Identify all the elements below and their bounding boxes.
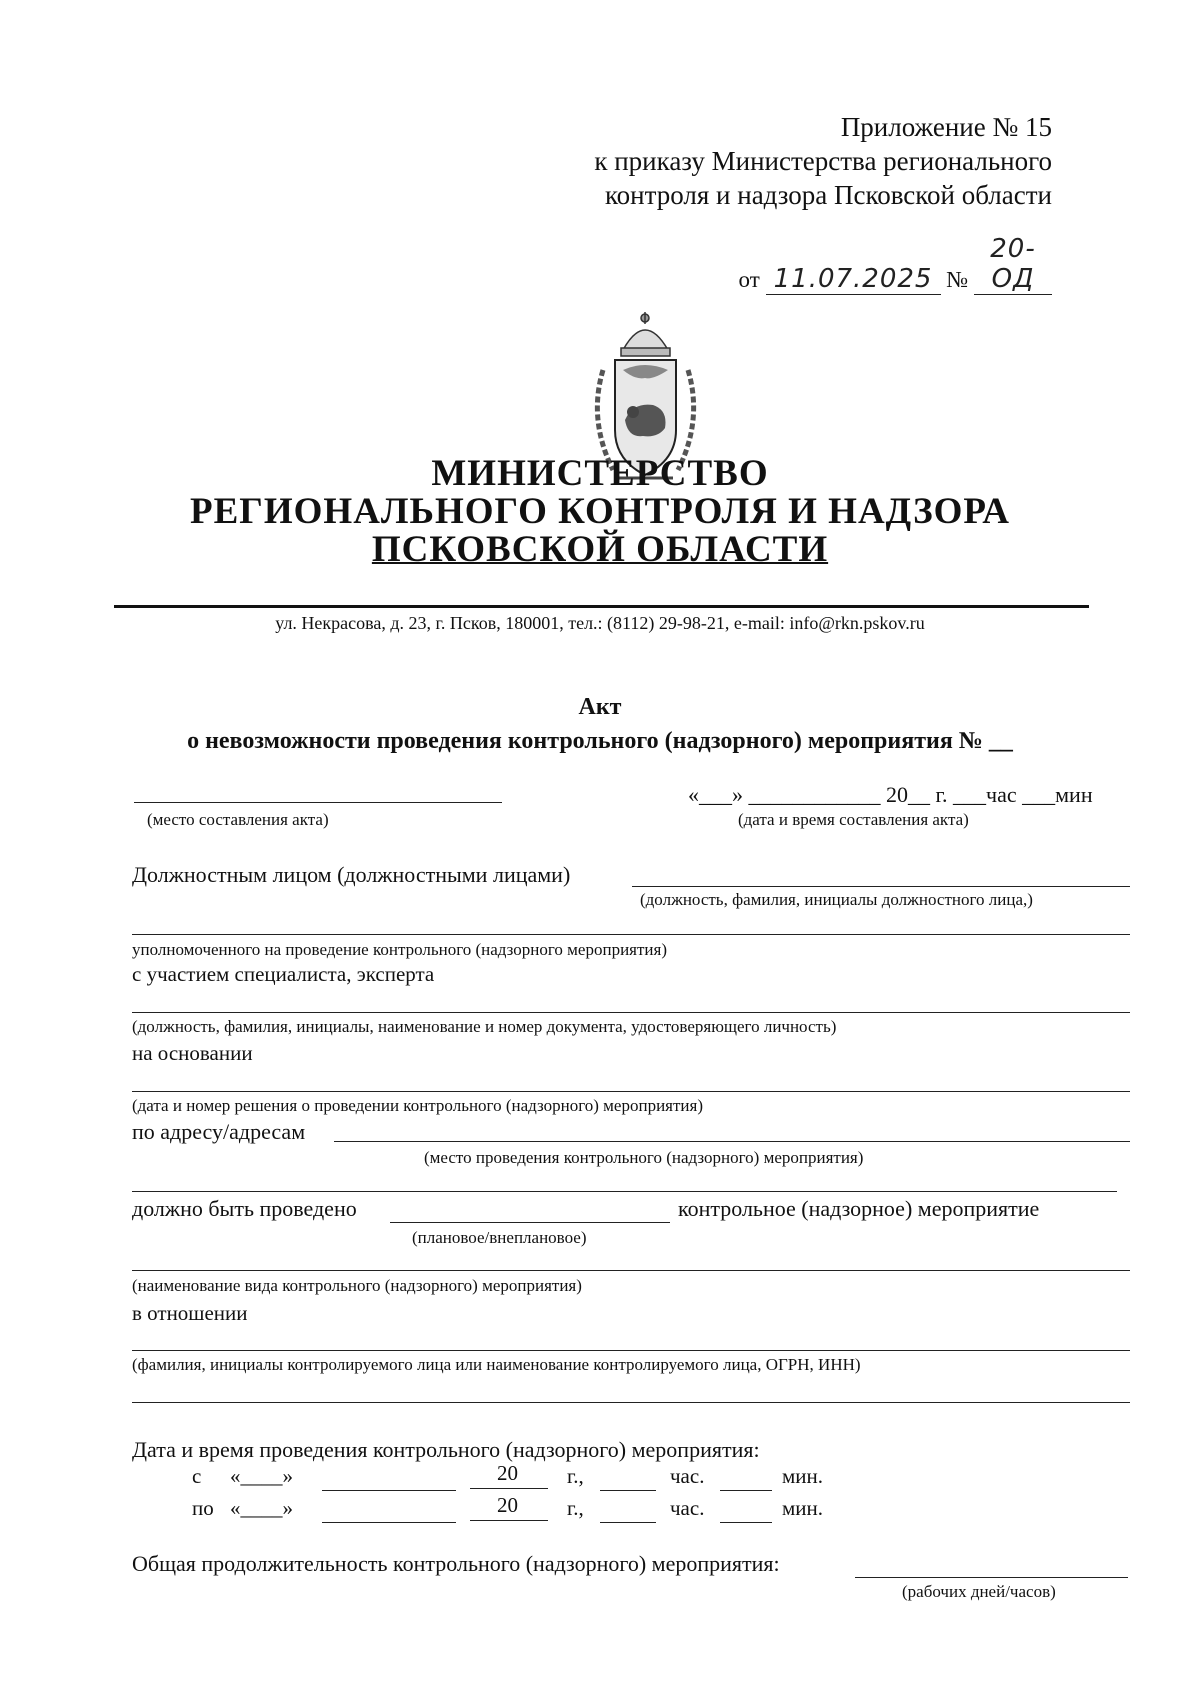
basis-label: на основании <box>132 1041 253 1065</box>
address-field-line-2 <box>132 1191 1117 1192</box>
ministry-name-line-1: МИНИСТЕРСТВО <box>431 453 769 494</box>
to-day: «____» <box>230 1496 293 1520</box>
from-hour: час. <box>670 1464 705 1488</box>
ministry-address: ул. Некрасова, д. 23, г. Псков, 180001, тел.: (8112) 29-98-21, e-mail: info@rkn.pskov.ru <box>275 613 925 633</box>
address-label: по адресу/адресам <box>132 1119 306 1144</box>
kind-caption: (наименование вида контрольного (надзорного) мероприятия) <box>132 1276 582 1295</box>
letterhead-rule <box>114 605 1089 608</box>
type-caption: (плановое/внеплановое) <box>412 1228 587 1247</box>
to-year: 20 <box>497 1493 518 1517</box>
from-g: г., <box>567 1464 584 1488</box>
appendix-order-line: к приказу Министерства регионального <box>594 146 1052 176</box>
address-caption: (место проведения контрольного (надзорного) мероприятия) <box>424 1148 864 1167</box>
appendix-header <box>594 110 1052 212</box>
basis-caption: (дата и номер решения о проведении контрольного (надзорного) мероприятия) <box>132 1096 704 1115</box>
to-year-line <box>470 1520 548 1521</box>
specialist-caption: (должность, фамилия, инициалы, наименование и номер документа, удостоверяющего личность) <box>132 1017 837 1036</box>
type-field-line <box>390 1222 670 1223</box>
appendix-title: Приложение № 15 <box>840 112 1052 142</box>
duration-label: Общая продолжительность контрольного (надзорного) мероприятия: <box>132 1551 780 1576</box>
to-prefix: по <box>192 1496 214 1520</box>
specialist-field-line <box>132 1012 1130 1013</box>
must-label: должно быть проведено <box>132 1196 357 1221</box>
from-day: «____» <box>230 1464 293 1488</box>
regarding-field-line-2 <box>132 1402 1130 1403</box>
date-time-field: «___» ____________ 20__ г. ___час ___мин <box>688 782 1093 807</box>
official-field-line <box>632 886 1130 887</box>
to-hour: час. <box>670 1496 705 1520</box>
duration-caption: (рабочих дней/часов) <box>902 1582 1056 1601</box>
from-year: 20 <box>497 1461 518 1485</box>
from-min-line <box>720 1490 772 1491</box>
order-number-handwritten: 20-ОД <box>974 234 1052 295</box>
from-hour-line <box>600 1490 656 1491</box>
kind-field-line <box>132 1270 1130 1271</box>
regarding-field-line <box>132 1350 1130 1351</box>
appendix-ministry-line: контроля и надзора Псковской области <box>604 180 1052 210</box>
ministry-name-line-3: ПСКОВСКОЙ ОБЛАСТИ <box>371 529 829 570</box>
address-field-line <box>334 1141 1130 1142</box>
from-year-line <box>470 1488 548 1489</box>
to-hour-line <box>600 1522 656 1523</box>
order-date-prefix: от <box>738 267 760 292</box>
from-month-line <box>322 1490 456 1491</box>
act-title: Акт <box>578 694 622 720</box>
duration-field-line <box>855 1577 1128 1578</box>
ministry-name-line-2: РЕГИОНАЛЬНОГО КОНТРОЛЯ И НАДЗОРА <box>190 491 1010 532</box>
to-month-line <box>322 1522 456 1523</box>
place-field-line <box>134 802 502 803</box>
official-field-line-2 <box>132 934 1130 935</box>
to-min-line <box>720 1522 772 1523</box>
date-caption: (дата и время составления акта) <box>738 810 969 829</box>
order-date-handwritten: 11.07.2025 <box>766 264 941 295</box>
to-min: мин. <box>782 1496 824 1520</box>
authorized-caption: уполномоченного на проведение контрольного (надзорного мероприятия) <box>132 940 668 959</box>
regarding-label: в отношении <box>132 1301 248 1325</box>
act-subtitle: о невозможности проведения контрольного (надзорного) мероприятия № __ <box>187 728 1013 754</box>
official-caption: (должность, фамилия, инициалы должностного лица,) <box>640 890 1033 909</box>
to-g: г., <box>567 1496 584 1520</box>
datetime-label: Дата и время проведения контрольного (надзорного) мероприятия: <box>132 1437 760 1462</box>
order-number-prefix: № <box>946 267 969 292</box>
basis-field-line <box>132 1091 1130 1092</box>
must-suffix: контрольное (надзорное) мероприятие <box>678 1196 1040 1221</box>
order-date-line <box>739 234 1052 295</box>
from-prefix: с <box>192 1464 202 1488</box>
official-label: Должностным лицом (должностными лицами) <box>132 862 571 887</box>
from-min: мин. <box>782 1464 824 1488</box>
place-caption: (место составления акта) <box>147 810 329 829</box>
regarding-caption: (фамилия, инициалы контролируемого лица или наименование контролируемого лица, ОГРН, ИНН) <box>132 1355 861 1374</box>
specialist-label: с участием специалиста, эксперта <box>132 962 435 986</box>
